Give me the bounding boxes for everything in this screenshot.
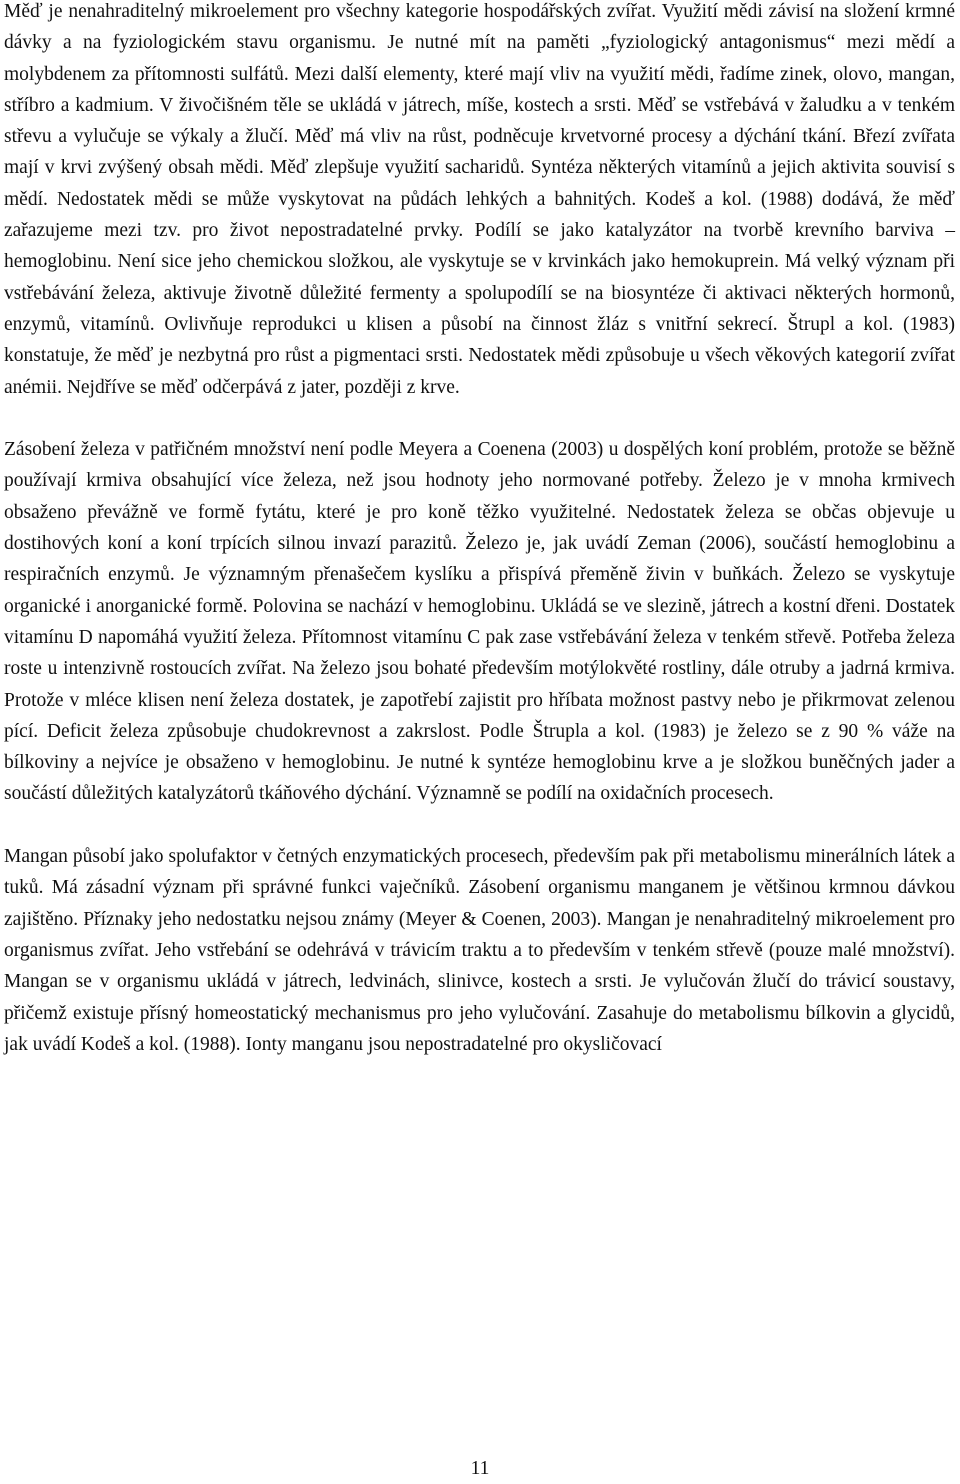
page-number: 11 bbox=[470, 1458, 490, 1479]
paragraph-iron: Zásobení železa v patřičném množství není podle Meyera a Coenena (2003) u dospělých koní problém, protože se běžně používají krmiva obsahující více železa, než jsou hodnoty jeho normované potřeby. Železo je v mnoha krmivech obsaženo převážně ve formě fytátu, které je pro koně těžko využitelné. Nedostatek železa se občas objevuje u dostihových koní a koní trpících silnou invazí parazitů. Železo je, jak uvádí Zeman (2006), součástí hemoglobinu a respiračních enzymů. Je významným přenašečem kyslíku a přispívá přeměně živin v buňkách. Železo se vyskytuje organické i anorganické formě. Polovina se nachází v hemoglobinu. Ukládá se ve slezině, játrech a kostní dřeni. Dostatek vitamínu D napomáhá využití železa. Přítomnost vitamínu C pak zase vstřebávání železa v tenkém střevě. Potřeba železa roste u intenzivně rostoucích zvířat. Na železo jsou bohaté především motýlokvěté rostliny, dále otruby a jadrná krmiva. Protože v mléce klisen není železa dostatek, je zapotřebí zajistit pro hříbata možnost pastvy nebo je přikrmovat zelenou pící. Deficit železa způsobuje chudokrevnost a zakrslost. Podle Štrupla a kol. (1983) je železo se z 90 % váže na bílkoviny a nejvíce je obsaženo v hemoglobinu. Je nutné k syntéze hemoglobinu krve a je složkou buněčných jader a součástí důležitých katalyzátorů tkáňového dýchání. Významně se podílí na oxidačních procesech. bbox=[4, 439, 955, 805]
paragraph-copper: Měď je nenahraditelný mikroelement pro všechny kategorie hospodářských zvířat. Využití mědi závisí na složení krmné dávky a na fyziologickém stavu organismu. Je nutné mít na paměti „fyziologický antagonismus“ mezi mědí a molybdenem za přítomnosti sulfátů. Mezi další elementy, které mají vliv na využití mědi, řadíme zinek, olovo, mangan, stříbro a kadmium. V živočišném těle se ukládá v játrech, míše, kostech a srsti. Měď se vstřebává v žaludku a v tenkém střevu a vylučuje se výkaly a žlučí. Měď má vliv na růst, podněcuje krvetvorné procesy a dýchání tkání. Březí zvířata mají v krvi zvýšený obsah mědi. Měď zlepšuje využití sacharidů. Syntéza některých vitamínů a jejich aktivita souvisí s mědí. Nedostatek mědi se může vyskytovat na půdách lehkých a bahnitých. Kodeš a kol. (1988) dodává, že měď zařazujeme mezi tzv. pro život nepostradatelné prvky. Podílí se jako katalyzátor na tvorbě krevního barviva – hemoglobinu. Není sice jeho chemickou složkou, ale vyskytuje se v krvinkách jako hemokuprein. Má velký význam při vstřebávání železa, aktivuje životně důležité fermenty a spolupodílí se na biosyntéze či aktivaci některých hormonů, enzymů, vitamínů. Ovlivňuje reprodukci u klisen a působí na činnost žláz s vnitřní sekrecí. Štrupl a kol. (1983) konstatuje, že měď je nezbytná pro růst a pigmentaci srsti. Nedostatek mědi způsobuje u všech věkových kategorií zvířat anémii. Nejdříve se měď odčerpává z jater, později z krve. bbox=[4, 1, 955, 398]
paragraph-manganese: Mangan působí jako spolufaktor v četných enzymatických procesech, především pak při metabolismu minerálních látek a tuků. Má zásadní význam při správné funkci vaječníků. Zásobení organismu manganem je většinou krmnou dávkou zajištěno. Příznaky jeho nedostatku nejsou známy (Meyer & Coenen, 2003). Mangan je nenahraditelný mikroelement pro organismus zvířat. Jeho vstřebání se odehrává v trávicím traktu a to především v tenkém střevě (pouze malé množství). Mangan se v organismu ukládá v játrech, ledvinách, slinivce, kostech a srsti. Je vylučován žlučí do trávicí soustavy, přičemž existuje přísný homeostatický mechanismus pro jeho vylučování. Zasahuje do metabolismu bílkovin a glycidů, jak uvádí Kodeš a kol. (1988). Ionty manganu jsou nepostradatelné pro okysličovací bbox=[4, 846, 955, 1055]
document-page bbox=[4, 0, 955, 1060]
